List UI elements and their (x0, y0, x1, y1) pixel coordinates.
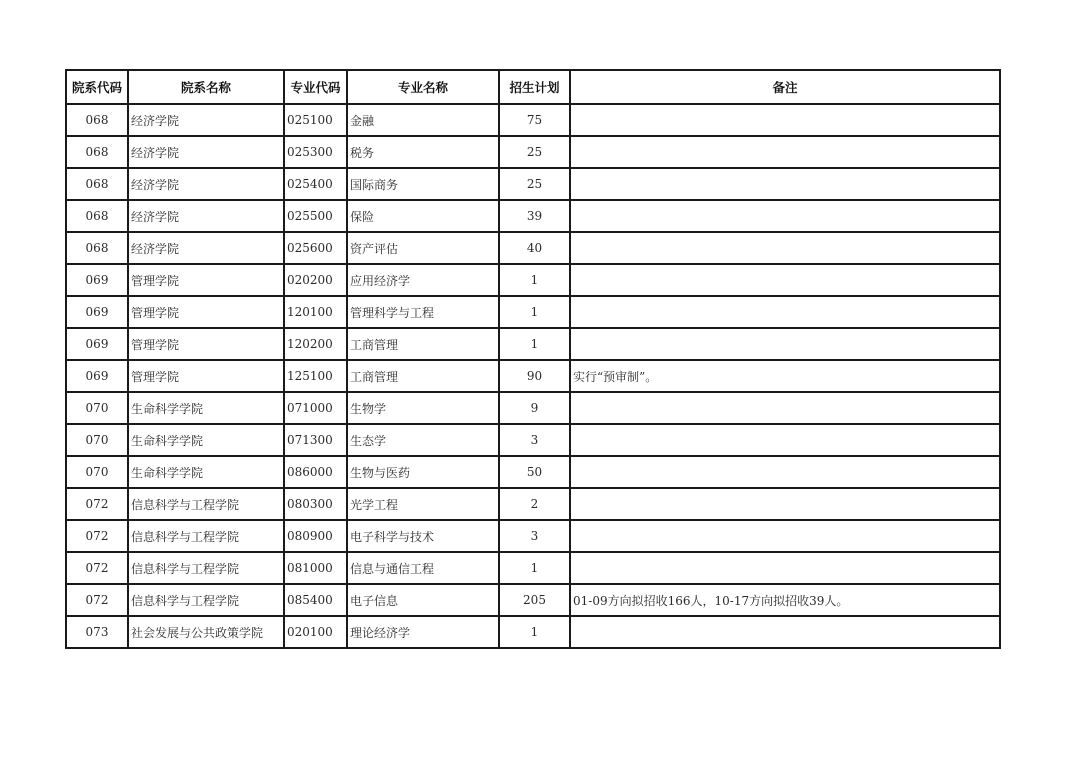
enrollment-plan-table-container (65, 69, 1001, 649)
table-row (66, 360, 1000, 392)
cell-major-code: 080900 (284, 520, 347, 552)
cell-enrollment-plan: 25 (499, 136, 570, 168)
cell-major-name: 工商管理 (347, 360, 499, 392)
cell-enrollment-plan: 3 (499, 520, 570, 552)
table-row (66, 296, 1000, 328)
cell-major-name: 金融 (347, 104, 499, 136)
cell-dept-name: 信息科学与工程学院 (128, 520, 284, 552)
cell-dept-code: 068 (66, 168, 128, 200)
table-row (66, 552, 1000, 584)
header-notes: 备注 (570, 70, 1000, 104)
cell-dept-name: 社会发展与公共政策学院 (128, 616, 284, 648)
cell-major-code: 081000 (284, 552, 347, 584)
cell-major-code: 086000 (284, 456, 347, 488)
cell-notes (570, 392, 1000, 424)
cell-enrollment-plan: 50 (499, 456, 570, 488)
cell-major-code: 125100 (284, 360, 347, 392)
table-row (66, 616, 1000, 648)
table-row (66, 104, 1000, 136)
table-row (66, 264, 1000, 296)
cell-dept-name: 生命科学学院 (128, 456, 284, 488)
cell-major-code: 080300 (284, 488, 347, 520)
cell-dept-code: 072 (66, 584, 128, 616)
cell-dept-code: 072 (66, 488, 128, 520)
cell-notes (570, 456, 1000, 488)
cell-dept-name: 管理学院 (128, 360, 284, 392)
cell-notes: 实行“预审制”。 (570, 360, 1000, 392)
cell-notes (570, 264, 1000, 296)
cell-notes (570, 200, 1000, 232)
table-row (66, 456, 1000, 488)
cell-major-name: 电子科学与技术 (347, 520, 499, 552)
table-row (66, 488, 1000, 520)
cell-dept-name: 生命科学学院 (128, 424, 284, 456)
cell-dept-code: 068 (66, 232, 128, 264)
table-body (66, 104, 1000, 648)
cell-dept-code: 070 (66, 456, 128, 488)
cell-major-name: 保险 (347, 200, 499, 232)
cell-major-code: 025500 (284, 200, 347, 232)
cell-dept-name: 经济学院 (128, 200, 284, 232)
cell-dept-name: 经济学院 (128, 232, 284, 264)
cell-major-name: 电子信息 (347, 584, 499, 616)
cell-major-name: 工商管理 (347, 328, 499, 360)
cell-dept-name: 管理学院 (128, 296, 284, 328)
cell-major-code: 025300 (284, 136, 347, 168)
table-row (66, 424, 1000, 456)
cell-dept-code: 069 (66, 296, 128, 328)
cell-dept-code: 069 (66, 264, 128, 296)
cell-dept-name: 信息科学与工程学院 (128, 488, 284, 520)
table-header-row (66, 70, 1000, 104)
cell-dept-code: 068 (66, 136, 128, 168)
cell-enrollment-plan: 205 (499, 584, 570, 616)
cell-notes (570, 136, 1000, 168)
cell-enrollment-plan: 1 (499, 328, 570, 360)
header-enrollment-plan: 招生计划 (499, 70, 570, 104)
cell-major-name: 资产评估 (347, 232, 499, 264)
cell-major-code: 025100 (284, 104, 347, 136)
table-row (66, 200, 1000, 232)
cell-major-name: 生态学 (347, 424, 499, 456)
cell-notes: 01-09方向拟招收166人，10-17方向拟招收39人。 (570, 584, 1000, 616)
cell-notes (570, 232, 1000, 264)
cell-dept-name: 管理学院 (128, 328, 284, 360)
cell-dept-name: 生命科学学院 (128, 392, 284, 424)
cell-dept-name: 经济学院 (128, 136, 284, 168)
table-row (66, 136, 1000, 168)
cell-notes (570, 424, 1000, 456)
cell-notes (570, 296, 1000, 328)
cell-enrollment-plan: 39 (499, 200, 570, 232)
cell-notes (570, 520, 1000, 552)
cell-dept-code: 072 (66, 552, 128, 584)
table-row (66, 232, 1000, 264)
cell-notes (570, 104, 1000, 136)
cell-dept-code: 068 (66, 200, 128, 232)
table-row (66, 168, 1000, 200)
cell-major-code: 120100 (284, 296, 347, 328)
cell-dept-code: 073 (66, 616, 128, 648)
header-major-code: 专业代码 (284, 70, 347, 104)
cell-enrollment-plan: 1 (499, 552, 570, 584)
cell-dept-name: 经济学院 (128, 104, 284, 136)
cell-major-name: 税务 (347, 136, 499, 168)
cell-major-code: 120200 (284, 328, 347, 360)
cell-dept-name: 信息科学与工程学院 (128, 584, 284, 616)
table-row (66, 584, 1000, 616)
cell-enrollment-plan: 9 (499, 392, 570, 424)
cell-major-code: 085400 (284, 584, 347, 616)
cell-enrollment-plan: 1 (499, 264, 570, 296)
cell-dept-code: 070 (66, 424, 128, 456)
cell-notes (570, 488, 1000, 520)
enrollment-plan-table (65, 69, 1001, 649)
cell-major-name: 管理科学与工程 (347, 296, 499, 328)
cell-notes (570, 328, 1000, 360)
cell-dept-name: 经济学院 (128, 168, 284, 200)
cell-major-name: 信息与通信工程 (347, 552, 499, 584)
cell-dept-name: 信息科学与工程学院 (128, 552, 284, 584)
cell-enrollment-plan: 2 (499, 488, 570, 520)
cell-major-name: 国际商务 (347, 168, 499, 200)
cell-dept-name: 管理学院 (128, 264, 284, 296)
table-row (66, 520, 1000, 552)
cell-enrollment-plan: 1 (499, 296, 570, 328)
cell-notes (570, 168, 1000, 200)
header-dept-name: 院系名称 (128, 70, 284, 104)
cell-major-code: 025600 (284, 232, 347, 264)
cell-dept-code: 072 (66, 520, 128, 552)
cell-major-name: 理论经济学 (347, 616, 499, 648)
header-major-name: 专业名称 (347, 70, 499, 104)
cell-dept-code: 069 (66, 328, 128, 360)
cell-dept-code: 070 (66, 392, 128, 424)
cell-dept-code: 069 (66, 360, 128, 392)
cell-enrollment-plan: 1 (499, 616, 570, 648)
cell-dept-code: 068 (66, 104, 128, 136)
cell-major-code: 020200 (284, 264, 347, 296)
cell-major-code: 071000 (284, 392, 347, 424)
cell-enrollment-plan: 3 (499, 424, 570, 456)
cell-major-name: 应用经济学 (347, 264, 499, 296)
cell-enrollment-plan: 40 (499, 232, 570, 264)
cell-enrollment-plan: 75 (499, 104, 570, 136)
cell-enrollment-plan: 25 (499, 168, 570, 200)
cell-enrollment-plan: 90 (499, 360, 570, 392)
table-row (66, 328, 1000, 360)
cell-notes (570, 616, 1000, 648)
cell-major-name: 光学工程 (347, 488, 499, 520)
cell-major-code: 071300 (284, 424, 347, 456)
cell-major-code: 020100 (284, 616, 347, 648)
cell-major-name: 生物与医药 (347, 456, 499, 488)
cell-major-code: 025400 (284, 168, 347, 200)
header-dept-code: 院系代码 (66, 70, 128, 104)
cell-notes (570, 552, 1000, 584)
table-row (66, 392, 1000, 424)
cell-major-name: 生物学 (347, 392, 499, 424)
